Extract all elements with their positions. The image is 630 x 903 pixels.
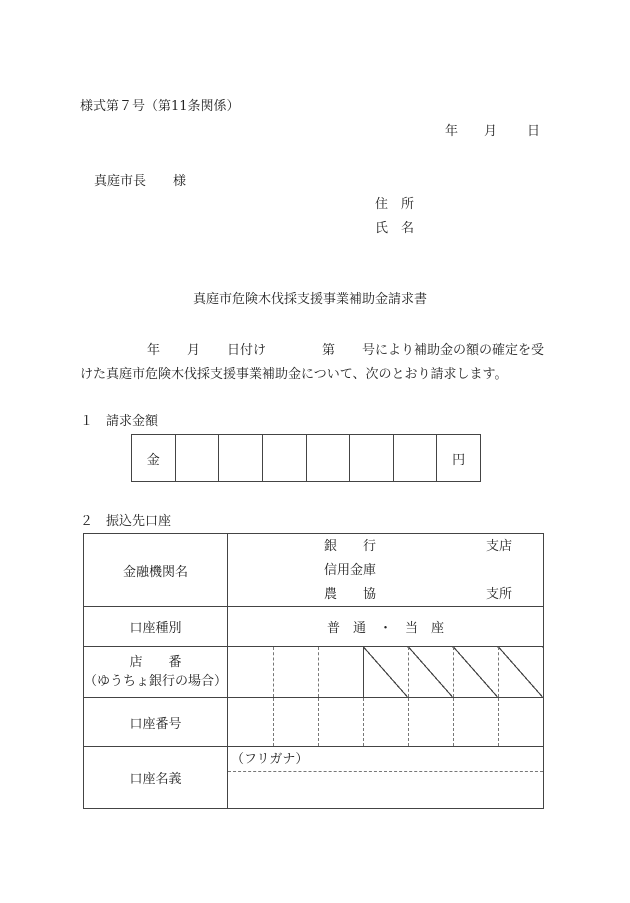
body-line1-tail: 号により補助金の額の確定を受: [362, 343, 545, 358]
nokyo-label: 農 協: [324, 587, 377, 602]
institution-row: [84, 534, 544, 607]
branch-number-label-line1: 店 番: [129, 655, 182, 670]
account-digit-cell[interactable]: [498, 698, 543, 746]
date-year: 年: [445, 124, 459, 139]
branch-digit-cell[interactable]: [228, 647, 273, 697]
branch-number-label: [84, 647, 228, 698]
amount-digit-cell[interactable]: [175, 435, 219, 482]
account-number-digits: [228, 698, 543, 746]
document-title: 真庭市危険木伐採支援事業補助金請求書: [193, 292, 428, 307]
account-name-field[interactable]: [228, 747, 544, 809]
addressee-name: 真庭市長: [94, 174, 147, 189]
disabled-digit-cell: [363, 647, 408, 697]
account-name-label: 口座名義: [84, 747, 228, 809]
amount-prefix: 金: [132, 435, 176, 482]
account-digit-cell[interactable]: [408, 698, 453, 746]
amount-digit-cell[interactable]: [393, 435, 437, 482]
body-month: 月: [187, 343, 201, 358]
section2-heading: ２ 振込先口座: [80, 514, 172, 529]
account-number-row: [84, 698, 544, 747]
nokyo-branch-label: 支所: [486, 587, 513, 602]
name-label: 氏 名: [375, 221, 415, 236]
furigana-divider: [228, 771, 543, 772]
amount-digit-cell[interactable]: [350, 435, 394, 482]
account-name-cell: [228, 747, 543, 808]
body-dai: 第: [322, 343, 336, 358]
account-digit-cell[interactable]: [273, 698, 318, 746]
bank-branch-label: 支店: [486, 539, 513, 554]
amount-suffix: 円: [437, 435, 481, 482]
account-number-field: [228, 698, 544, 747]
branch-number-row: [84, 647, 544, 698]
account-number-label: 口座番号: [84, 698, 228, 747]
date-day: 日: [527, 124, 541, 139]
disabled-digit-cell: [453, 647, 498, 697]
branch-digit-cell[interactable]: [318, 647, 363, 697]
account-name-row: [84, 747, 544, 809]
branch-number-label-line2: （ゆうちょ銀行の場合）: [84, 674, 228, 689]
amount-digit-cell[interactable]: [262, 435, 306, 482]
addressee-honorific: 様: [173, 174, 187, 189]
body-line2: けた真庭市危険木伐採支援事業補助金について、次のとおり請求します。: [80, 367, 508, 382]
disabled-digit-cell: [498, 647, 543, 697]
body-year: 年: [147, 343, 161, 358]
account-digit-cell[interactable]: [318, 698, 363, 746]
address-label: 住 所: [375, 197, 415, 212]
account-type-row: [84, 607, 544, 647]
furigana-label: （フリガナ）: [231, 752, 309, 767]
branch-digit-cell[interactable]: [273, 647, 318, 697]
bank-account-table: [83, 533, 544, 809]
amount-digit-cell[interactable]: [306, 435, 350, 482]
amount-digit-cell[interactable]: [219, 435, 263, 482]
section1-heading: １ 請求金額: [80, 414, 159, 429]
disabled-digit-cell: [408, 647, 453, 697]
account-digit-cell[interactable]: [228, 698, 273, 746]
branch-number-digits: [228, 647, 543, 697]
institution-field[interactable]: [228, 534, 544, 607]
amount-table: [131, 434, 481, 482]
bank-label: 銀 行: [324, 539, 377, 554]
account-digit-cell[interactable]: [363, 698, 408, 746]
account-type-options[interactable]: 普 通 ・ 当 座: [228, 607, 544, 647]
shinkin-label: 信用金庫: [324, 563, 377, 578]
body-dated: 日付け: [227, 343, 267, 358]
account-type-label: 口座種別: [84, 607, 228, 647]
form-number: 様式第７号（第11条関係）: [80, 99, 240, 114]
branch-number-field: [228, 647, 544, 698]
date-month: 月: [484, 124, 498, 139]
account-digit-cell[interactable]: [453, 698, 498, 746]
institution-label: 金融機関名: [84, 534, 228, 607]
